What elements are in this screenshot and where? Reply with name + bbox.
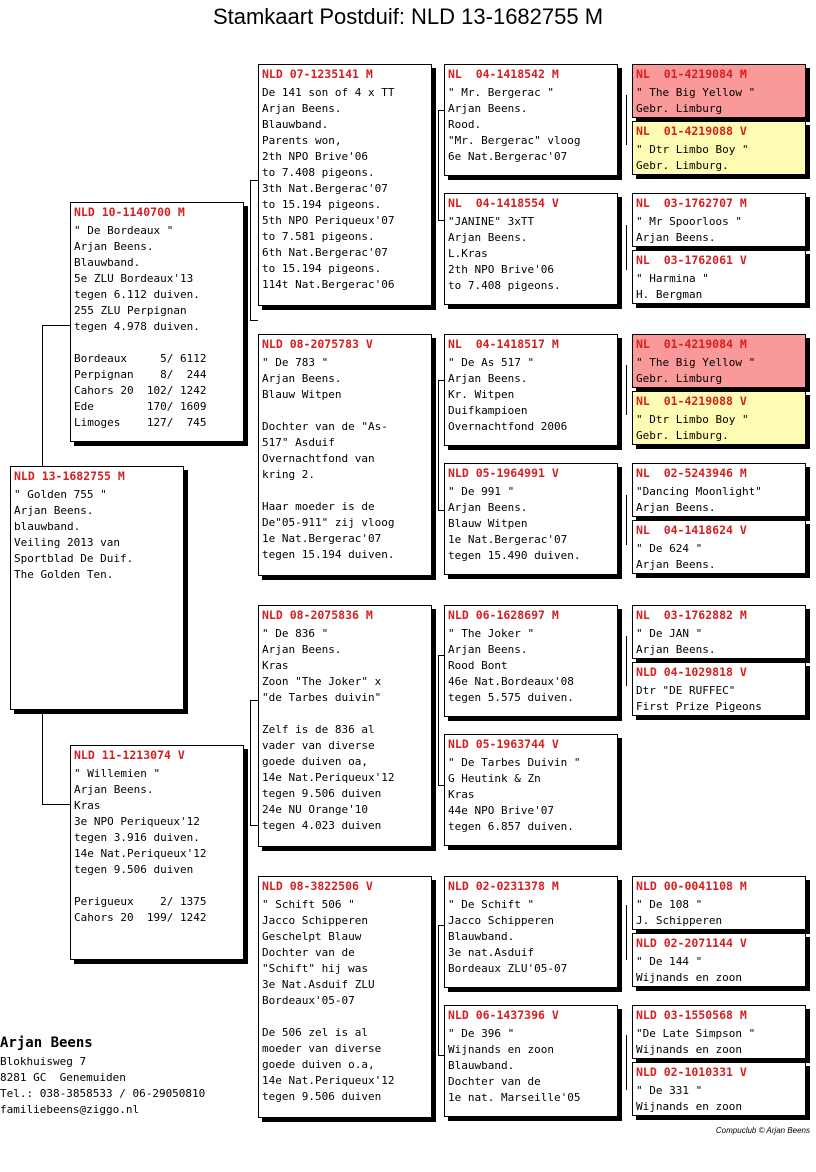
ring-number: NLD 02-1010331 V <box>636 1065 747 1079</box>
owner-block <box>0 1034 205 1118</box>
pigeon-info: " Mr Spoorloos " Arjan Beens. <box>636 215 742 244</box>
ring-number: NLD 11-1213074 V <box>74 748 185 762</box>
ring-number: NLD 08-3822506 V <box>262 879 373 893</box>
pigeon-info: De 141 son of 4 x TT Arjan Beens. Blauwband. Parents won, 2th NPO Brive'06 to 7.408 pigeons. 3th Nat.Bergerac'07 to 15.194 pigeons. 5th NPO Periqueux'07 to 7.581 pigeons. 6th Nat.Bergerac'07 to 15.194 pigeons. 114t Nat.Bergerac'06 <box>262 86 395 291</box>
pigeon-card-dam-sire[interactable] <box>258 605 432 847</box>
connector-line <box>250 180 251 320</box>
owner-name: Arjan Beens <box>0 1035 93 1051</box>
connector-line <box>438 380 439 510</box>
ring-number: NL 01-4219084 M <box>636 67 747 81</box>
pigeon-card-sire-sire[interactable] <box>258 64 432 306</box>
pigeon-card-g4-6[interactable] <box>632 391 806 445</box>
pigeon-card-dds[interactable] <box>444 876 618 988</box>
pigeon-info: " De 836 " Arjan Beens. Kras Zoon "The Joker" x "de Tarbes duivin" Zelf is de 836 al vader van diverse goede duiven oa, 14e Nat.Periqueux'12 tegen 9.506 duiven 24e NU Orange'10 tegen 4.023 duiven <box>262 627 395 832</box>
ring-number: NLD 02-2071144 V <box>636 936 747 950</box>
connector-line <box>42 804 70 805</box>
pigeon-info: "JANINE" 3xTT Arjan Beens. L.Kras 2th NPO Brive'06 to 7.408 pigeons. <box>448 215 561 292</box>
ring-number: NL 03-1762882 M <box>636 608 747 622</box>
ring-number: NLD 05-1964991 V <box>448 466 559 480</box>
ring-number: NL 01-4219088 V <box>636 124 747 138</box>
pigeon-info: " De Schift " Jacco Schipperen Blauwband. 3e nat.Asduif Bordeaux ZLU'05-07 <box>448 898 568 975</box>
pigeon-card-g4-14[interactable] <box>632 933 806 987</box>
pigeon-card-dsd[interactable] <box>444 734 618 846</box>
ring-number: NL 04-1418554 V <box>448 196 559 210</box>
pigeon-info: " De JAN " Arjan Beens. <box>636 627 716 656</box>
pigeon-info: "Dancing Moonlight" Arjan Beens. <box>636 485 762 514</box>
connector-line <box>42 712 43 804</box>
connector-line <box>626 636 627 686</box>
connector-line <box>438 655 439 785</box>
credit-text: Compuclub © Arjan Beens <box>715 1126 810 1135</box>
pigeon-card-sdd[interactable] <box>444 463 618 575</box>
ring-number: NL 04-1418542 M <box>448 67 559 81</box>
pigeon-card-g4-15[interactable] <box>632 1005 806 1059</box>
pigeon-card-dam-dam[interactable] <box>258 876 432 1118</box>
ring-number: NLD 02-0231378 M <box>448 879 559 893</box>
pigeon-info: " Schift 506 " Jacco Schipperen Geschelpt Blauw Dochter van de "Schift" hij was 3e Nat.Asduif ZLU Bordeaux'05-07 De 506 zel is al moeder van diverse goede duiven o.a, 14e Nat.Periqueux'12 tegen 9.506 duiven <box>262 898 395 1103</box>
ring-number: NLD 06-1628697 M <box>448 608 559 622</box>
connector-line <box>250 180 258 181</box>
pigeon-info: " De 331 " Wijnands en zoon <box>636 1084 742 1113</box>
ring-number: NL 02-5243946 M <box>636 466 747 480</box>
pigeon-info: " De As 517 " Arjan Beens. Kr. Witpen Duifkampioen Overnachtfond 2006 <box>448 356 568 433</box>
ring-number: NLD 05-1963744 V <box>448 737 559 751</box>
ring-number: NLD 03-1550568 M <box>636 1008 747 1022</box>
pigeon-info: "De Late Simpson " Wijnands en zoon <box>636 1027 756 1056</box>
ring-number: NLD 00-0041108 M <box>636 879 747 893</box>
ring-number: NL 01-4219084 M <box>636 337 747 351</box>
ring-number: NLD 13-1682755 M <box>14 469 125 483</box>
pigeon-info: " De 144 " Wijnands en zoon <box>636 955 742 984</box>
pigeon-info: " Dtr Limbo Boy " Gebr. Limburg. <box>636 413 749 442</box>
page-title: Stamkaart Postduif: NLD 13-1682755 M <box>212 4 604 29</box>
pigeon-card-dam[interactable] <box>70 745 244 960</box>
connector-line <box>438 925 439 1055</box>
pigeon-card-ssd[interactable] <box>444 193 618 305</box>
connector-line <box>626 1035 627 1090</box>
connector-line <box>626 495 627 545</box>
pigeon-info: " The Big Yellow " Gebr. Limburg <box>636 356 756 385</box>
pigeon-info: " De Tarbes Duivin " G Heutink & Zn Kras 44e NPO Brive'07 tegen 6.857 duiven. <box>448 756 581 833</box>
pigeon-info: " De 783 " Arjan Beens. Blauw Witpen Dochter van de "As- 517" Asduif Overnachtfond van kring 2. Haar moeder is de De"05-911" zij vloog 1e Nat.Bergerac'07 tegen 15.194 duiven. <box>262 356 395 561</box>
pigeon-card-g4-2[interactable] <box>632 121 806 175</box>
connector-line <box>438 110 439 220</box>
pigeon-card-g4-5[interactable] <box>632 334 806 388</box>
pigeon-card-g4-16[interactable] <box>632 1062 806 1116</box>
ring-number: NLD 10-1140700 M <box>74 205 185 219</box>
ring-number: NLD 08-2075783 V <box>262 337 373 351</box>
connector-line <box>42 325 70 326</box>
pigeon-info: " De 991 " Arjan Beens. Blauw Witpen 1e Nat.Bergerac'07 tegen 15.490 duiven. <box>448 485 581 562</box>
pigeon-info: " The Joker " Arjan Beens. Rood Bont 46e Nat.Bordeaux'08 tegen 5.575 duiven. <box>448 627 574 704</box>
ring-number: NLD 08-2075836 M <box>262 608 373 622</box>
pigeon-card-g4-1[interactable] <box>632 64 806 118</box>
pigeon-card-g4-4[interactable] <box>632 250 806 304</box>
pigeon-card-sds[interactable] <box>444 334 618 446</box>
pigeon-info: " Dtr Limbo Boy " Gebr. Limburg. <box>636 143 749 172</box>
pigeon-card-g4-10[interactable] <box>632 662 806 716</box>
connector-line <box>250 700 251 825</box>
ring-number: NLD 07-1235141 M <box>262 67 373 81</box>
pigeon-card-g4-9[interactable] <box>632 605 806 659</box>
pigeon-info: " The Big Yellow " Gebr. Limburg <box>636 86 756 115</box>
pigeon-card-ddd[interactable] <box>444 1005 618 1117</box>
connector-line <box>626 905 627 960</box>
pigeon-card-dss[interactable] <box>444 605 618 717</box>
pigeon-info: " Mr. Bergerac " Arjan Beens. Rood. "Mr. Bergerac" vloog 6e Nat.Bergerac'07 <box>448 86 581 163</box>
connector-line <box>250 825 258 826</box>
ring-number: NL 01-4219088 V <box>636 394 747 408</box>
pigeon-card-sss[interactable] <box>444 64 618 176</box>
ring-number: NL 04-1418517 M <box>448 337 559 351</box>
pigeon-card-root[interactable] <box>10 466 184 710</box>
pigeon-card-sire[interactable] <box>70 202 244 442</box>
pigeon-info: " De Bordeaux " Arjan Beens. Blauwband. 5e ZLU Bordeaux'13 tegen 6.112 duiven. 255 ZLU Perpignan tegen 4.978 duiven. Bordeaux 5/ 6112 Perpignan 8/ 244 Cahors 20 102/ 1242 Ede 170/ 1609 Limoges 127/ 745 <box>74 224 207 429</box>
connector-line <box>250 320 258 321</box>
ring-number: NL 03-1762707 M <box>636 196 747 210</box>
pigeon-info: " Harmina " H. Bergman <box>636 272 709 301</box>
ring-number: NLD 06-1437396 V <box>448 1008 559 1022</box>
pigeon-card-g4-13[interactable] <box>632 876 806 930</box>
pigeon-info: Dtr "DE RUFFEC" First Prize Pigeons <box>636 684 762 713</box>
pigeon-card-g4-8[interactable] <box>632 520 806 574</box>
pigeon-info: " Golden 755 " Arjan Beens. blauwband. Veiling 2013 van Sportblad De Duif. The Golden Ten. <box>14 488 134 581</box>
pigeon-card-sire-dam[interactable] <box>258 334 432 576</box>
pigeon-card-g4-7[interactable] <box>632 463 806 517</box>
pigeon-info: " De 624 " Arjan Beens. <box>636 542 716 571</box>
connector-line <box>626 95 627 145</box>
connector-line <box>250 700 258 701</box>
connector-line <box>42 325 43 467</box>
connector-line <box>626 225 627 270</box>
pigeon-card-g4-3[interactable] <box>632 193 806 247</box>
ring-number: NL 04-1418624 V <box>636 523 747 537</box>
pigeon-info: " De 108 " J. Schipperen <box>636 898 723 927</box>
ring-number: NLD 04-1029818 V <box>636 665 747 679</box>
owner-address: Blokhuisweg 7 8281 GC Genemuiden Tel.: 038-3858533 / 06-29050810 familiebeens@ziggo.nl <box>0 1055 206 1116</box>
ring-number: NL 03-1762061 V <box>636 253 747 267</box>
pigeon-info: " De 396 " Wijnands en zoon Blauwband. Dochter van de 1e nat. Marseille'05 <box>448 1027 581 1104</box>
pigeon-info: " Willemien " Arjan Beens. Kras 3e NPO Periqueux'12 tegen 3.916 duiven. 14e Nat.Periqueux'12 tegen 9.506 duiven Perigueux 2/ 1375 Cahors 20 199/ 1242 <box>74 767 207 924</box>
connector-line <box>626 365 627 415</box>
